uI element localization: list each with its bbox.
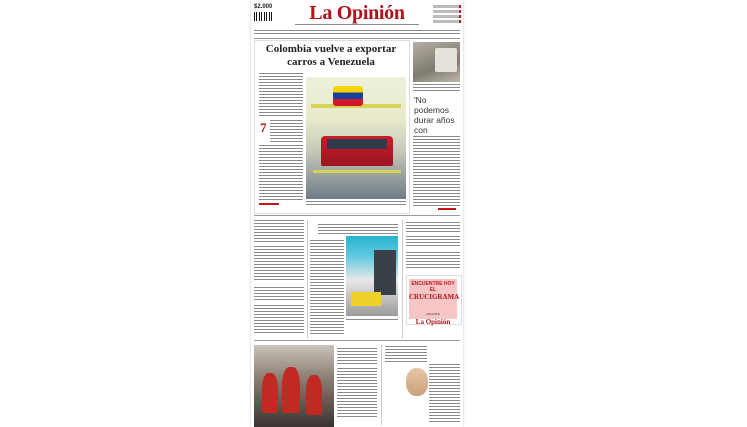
lead-photo-caption [306,201,406,205]
lead-photo-bus-window [327,139,387,149]
story-center-headline[interactable] [318,224,398,236]
newspaper-front-page [251,0,463,427]
brief-photo-detail [435,48,457,72]
masthead: La Opinión [309,2,405,24]
price-label: $2.000 [254,4,273,10]
story-left-headline[interactable] [254,220,304,242]
crossword-ad-line1: ENCUENTRE HOY EL [411,281,455,293]
story-center-caption [346,319,398,322]
crossword-ad-logo: La Opinión [415,318,451,326]
story-left-body [254,246,304,280]
sports-headline[interactable] [337,348,377,364]
bottom-story-body [429,364,460,422]
masthead-dateline [295,24,419,26]
header-divider [254,38,460,39]
brief-section-tag [438,208,456,210]
column-divider-bottom [381,345,382,425]
story-left-2-headline[interactable] [254,287,304,301]
sidebar-item-2[interactable] [406,236,460,248]
lead-photo-rail [313,170,401,173]
brief-caption [413,84,460,92]
bottom-divider [254,340,460,341]
column-divider-left [307,220,308,338]
story-center-photo-tools [351,292,381,306]
sports-body [337,368,377,418]
crossword-ad-line2: CRUCIGRAMA [409,293,460,301]
header-index [433,5,461,25]
bottom-story-headline[interactable] [385,346,427,362]
lead-headline[interactable]: Colombia vuelve a exportar carros a Venezuela [265,43,397,68]
lead-section-tag [259,203,279,205]
middle-divider [254,215,460,216]
lead-stat-text [270,120,303,142]
crossword-ad-line3: GIGANTE [426,312,440,316]
lead-big-number: 7 [260,120,267,135]
brief-headline[interactable]: 'No podemos durar años con [414,95,455,135]
bottom-story-portrait [406,368,428,396]
story-center-photo-machine [374,250,396,295]
story-left-2-body [254,305,304,335]
brief-body-text [413,136,460,206]
header-summary [254,30,460,36]
lead-photo-flag [333,86,363,106]
barcode [254,12,272,21]
lead-body-text-2 [259,145,303,200]
column-divider-right [402,220,403,338]
sports-photo [254,345,334,427]
sidebar-item-3[interactable] [406,252,460,270]
sidebar-item-1[interactable] [406,222,460,232]
story-center-body [310,240,344,335]
lead-body-text [259,73,303,118]
